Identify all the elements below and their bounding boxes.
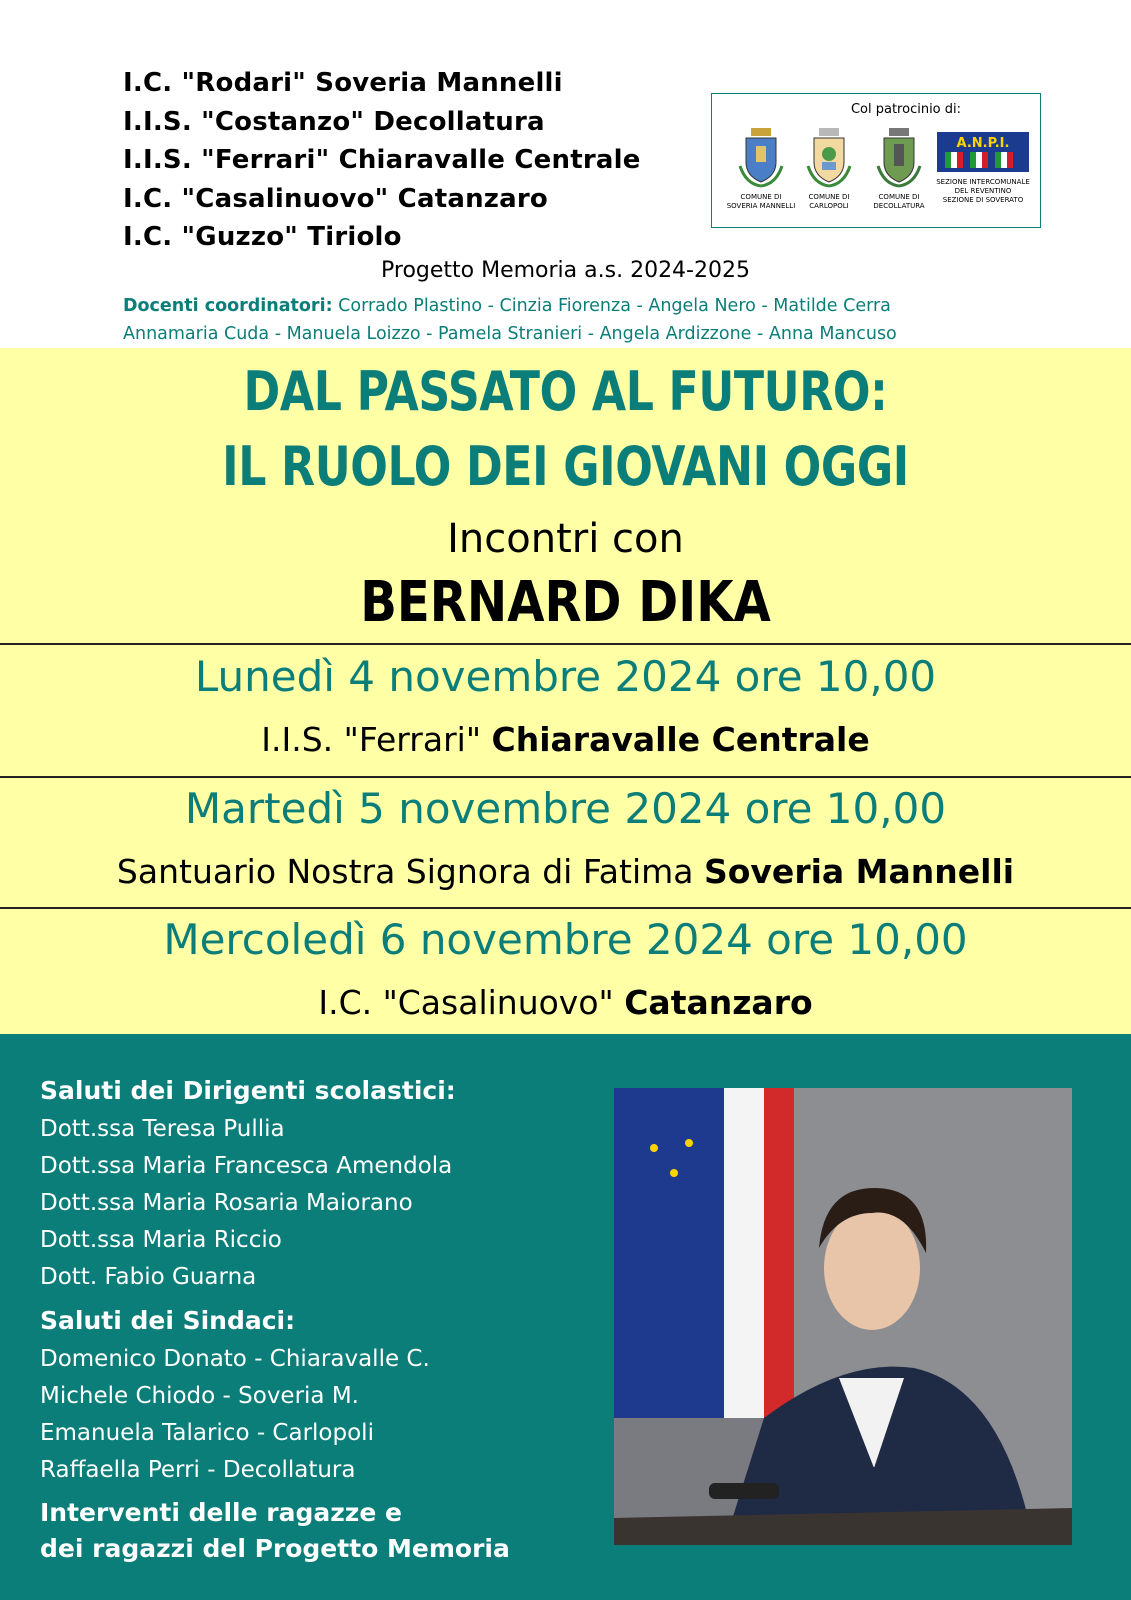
venue-city: Soveria Mannelli: [703, 852, 1015, 891]
school-item: I.C. "Rodari" Soveria Mannelli: [123, 68, 563, 98]
logo-caption: SEZIONE INTERCOMUNALE DEL REVENTINO SEZIONE DI SOVERATO: [936, 178, 1030, 204]
divider: [0, 643, 1131, 645]
divider: [0, 776, 1131, 778]
main-title-line-2: IL RUOLO DEI GIOVANI OGGI: [222, 435, 909, 498]
speaker-name: BERNARD DIKA: [360, 570, 771, 635]
school-item: I.I.S. "Costanzo" Decollatura: [123, 106, 545, 137]
speaker-photo-illustration: [614, 1088, 1072, 1545]
sindaco-item: Raffaella Perri - Decollatura: [40, 1457, 356, 1483]
carlopoli-logo: [794, 126, 864, 211]
coordinators-names-2: Annamaria Cuda - Manuela Loizzo - Pamela Stranieri - Angela Ardizzone - Anna Mancuso: [123, 324, 897, 344]
logo-caption: COMUNE DI SOVERIA MANNELLI: [726, 193, 796, 210]
carlopoli-crest-icon: [804, 126, 854, 190]
event-venue: [0, 720, 1131, 759]
sindaco-item: Emanuela Talarico - Carlopoli: [40, 1420, 374, 1446]
sindaco-item: Michele Chiodo - Soveria M.: [40, 1383, 359, 1409]
event-date: Martedì 5 novembre 2024 ore 10,00: [184, 784, 947, 833]
logo-caption: COMUNE DI CARLOPOLI: [808, 193, 850, 210]
venue-city: Catanzaro: [624, 983, 813, 1022]
anpi-logo: [930, 132, 1036, 205]
venue-name: I.C. "Casalinuovo": [318, 983, 625, 1022]
anpi-label: A.N.P.I.: [956, 136, 1010, 151]
venue-city: Chiaravalle Centrale: [491, 720, 870, 759]
patronage-title: Col patrocinio di:: [850, 102, 962, 117]
soveria-mannelli-logo: [722, 126, 800, 211]
school-list: [123, 64, 641, 257]
event-date: Mercoledì 6 novembre 2024 ore 10,00: [163, 915, 968, 964]
event-venue: [0, 852, 1131, 891]
dirigente-item: Dott.ssa Maria Rosaria Maiorano: [40, 1190, 413, 1216]
dirigente-item: Dott.ssa Maria Riccio: [40, 1227, 282, 1253]
coordinators-names-1: Corrado Plastino - Cinzia Fiorenza - Angela Nero - Matilde Cerra: [338, 296, 891, 316]
sindaco-item: Domenico Donato - Chiaravalle C.: [40, 1346, 430, 1372]
venue-name: Santuario Nostra Signora di Fatima: [116, 852, 704, 891]
patronage-box: [711, 93, 1041, 228]
speaker-photo: [614, 1088, 1072, 1545]
dirigenti-heading: Saluti dei Dirigenti scolastici:: [40, 1076, 456, 1105]
venue-name: I.I.S. "Ferrari": [261, 720, 492, 759]
decollatura-logo: [862, 126, 936, 211]
logo-caption: COMUNE DI DECOLLATURA: [873, 193, 925, 210]
anpi-logo-icon: [937, 132, 1029, 172]
main-title-line-1: DAL PASSATO AL FUTURO:: [243, 360, 888, 423]
sindaci-heading: Saluti dei Sindaci:: [40, 1306, 296, 1335]
school-item: I.C. "Casalinuovo" Catanzaro: [123, 183, 548, 214]
divider: [0, 907, 1131, 909]
project-line: Progetto Memoria a.s. 2024-2025: [381, 258, 750, 283]
coordinators-label: Docenti coordinatori:: [123, 296, 333, 316]
soveria-mannelli-crest-icon: [736, 126, 786, 190]
decollatura-crest-icon: [874, 126, 924, 190]
event-venue: [0, 983, 1131, 1022]
school-item: I.I.S. "Ferrari" Chiaravalle Centrale: [123, 145, 641, 175]
dirigente-item: Dott. Fabio Guarna: [40, 1264, 257, 1290]
dirigente-item: Dott.ssa Maria Francesca Amendola: [40, 1153, 453, 1179]
coordinators: [123, 292, 1123, 348]
closing-line-1: Interventi delle ragazze e: [40, 1498, 402, 1527]
closing-line-2: dei ragazzi del Progetto Memoria: [40, 1534, 510, 1563]
school-item: I.C. "Guzzo" Tiriolo: [123, 222, 402, 252]
dirigente-item: Dott.ssa Teresa Pullia: [40, 1116, 285, 1142]
coordinators-line-1: [123, 292, 1123, 320]
event-date: Lunedì 4 novembre 2024 ore 10,00: [194, 652, 937, 701]
subtitle: Incontri con: [447, 516, 684, 562]
